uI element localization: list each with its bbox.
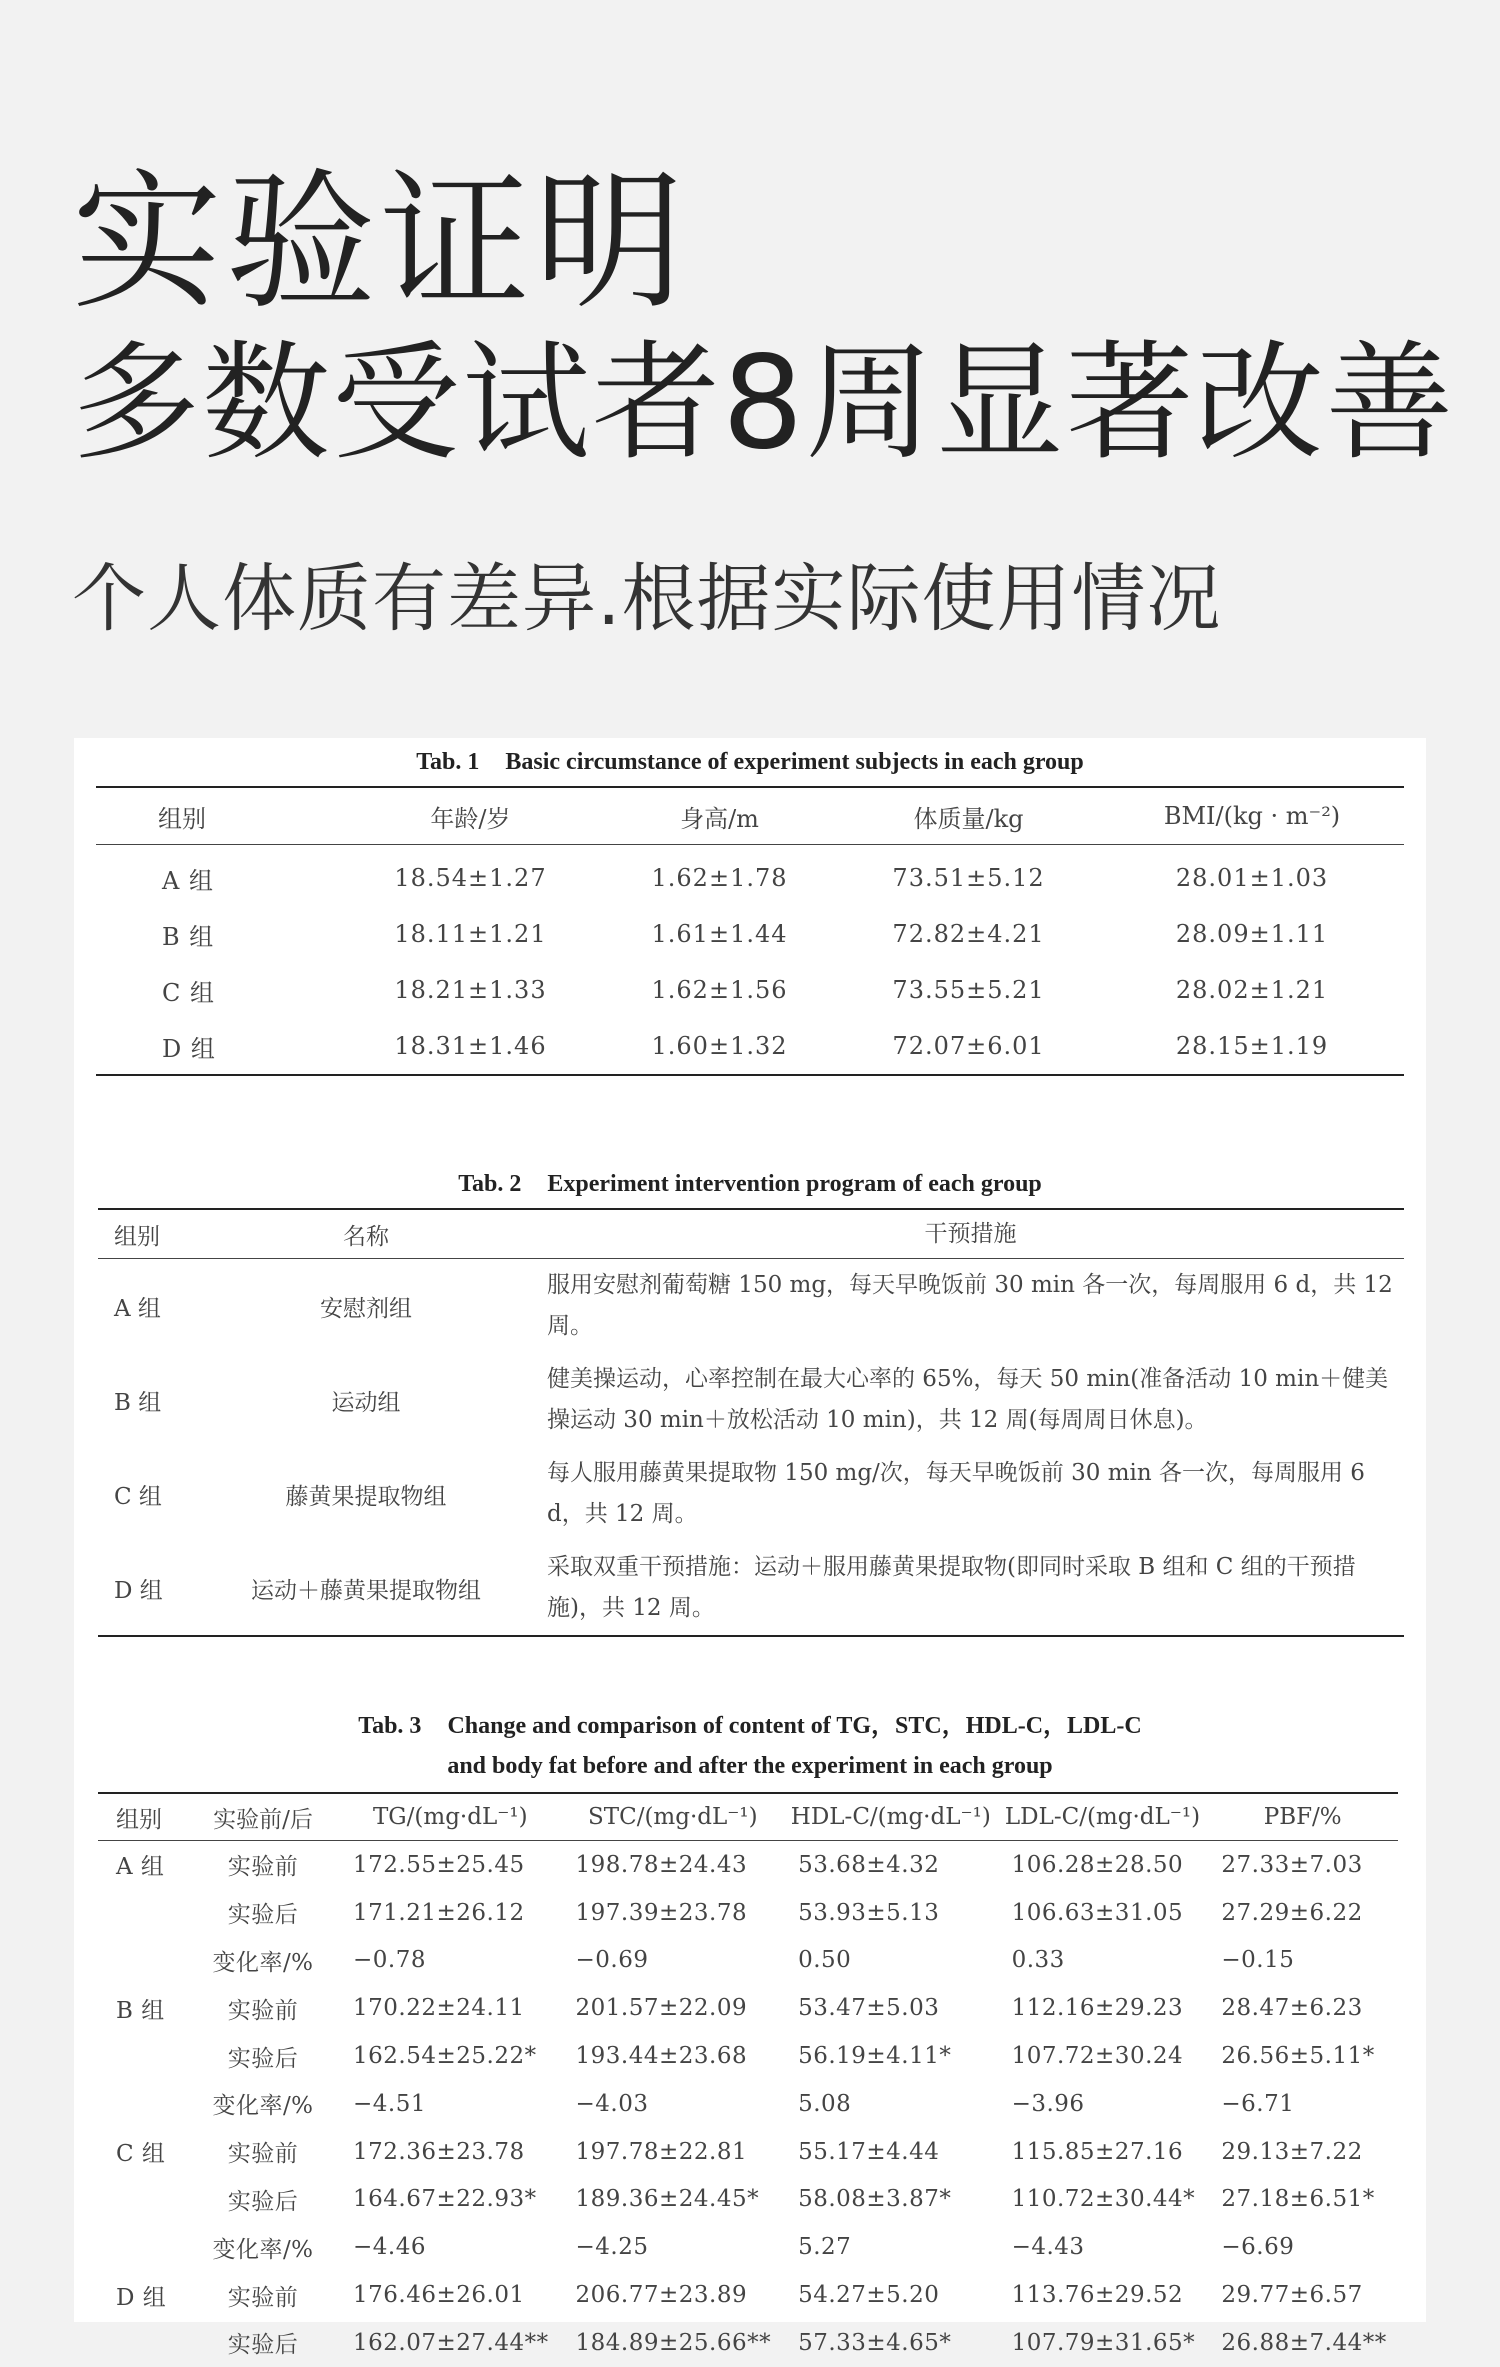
table-cell: 184.89±25.66** — [575, 2329, 772, 2356]
table-cell: 18.31±1.46 — [394, 1032, 547, 1060]
table-cell: 53.47±5.03 — [798, 1995, 940, 2022]
table3-number: Tab. 3 — [358, 1713, 422, 1739]
col-header: PBF/% — [1263, 1804, 1342, 1830]
table-cell: 28.02±1.21 — [1175, 976, 1329, 1004]
group-cell — [98, 2080, 187, 2128]
table-header-row — [98, 1209, 1404, 1259]
table-cell: 54.27±5.20 — [798, 2282, 940, 2309]
table-cell: 5.08 — [798, 2090, 852, 2117]
table-cell: −0.78 — [353, 1947, 426, 1974]
table-cell: 18.54±1.27 — [394, 864, 547, 892]
table-cell: 安慰剂组 — [320, 1295, 412, 1322]
table-cell: −3.96 — [1011, 2090, 1085, 2117]
table-cell: 106.28±28.50 — [1011, 1851, 1184, 1878]
table-intervention-program — [98, 1208, 1404, 1637]
table-cell: 106.63±31.05 — [1011, 1899, 1184, 1926]
table-cell: 28.09±1.11 — [1175, 920, 1329, 948]
table-cell: 162.54±25.22* — [353, 2043, 537, 2070]
table3-title-line1: Change and comparison of content of TG，STC，HDL-C，LDL-C — [447, 1713, 1142, 1739]
group-cell: D 组 — [114, 1577, 163, 1604]
table-cell: 28.01±1.03 — [1175, 864, 1329, 892]
table-row — [98, 1984, 1398, 2032]
table-row — [98, 2271, 1398, 2319]
phase-cell: 变化率/% — [212, 2093, 314, 2120]
group-cell — [98, 2032, 187, 2080]
table-cell: 28.47±6.23 — [1221, 1995, 1363, 2022]
table-cell: 115.85±27.16 — [1011, 2138, 1184, 2165]
table-cell: 运动＋藤黄果提取物组 — [251, 1577, 481, 1604]
col-header: HDL-C/(mg·dL⁻¹) — [790, 1804, 991, 1830]
table-cell: 110.72±30.44* — [1011, 2186, 1196, 2213]
group-cell: C 组 — [162, 978, 215, 1007]
group-cell: C 组 — [114, 1483, 162, 1510]
group-cell: C 组 — [116, 2141, 166, 2168]
table-row — [98, 2223, 1398, 2271]
col-header: TG/(mg·dL⁻¹) — [372, 1804, 528, 1830]
study-document — [74, 738, 1426, 2359]
phase-cell: 实验后 — [227, 1902, 299, 1929]
table-cell: 170.22±24.11 — [353, 1995, 525, 2022]
col-header: STC/(mg·dL⁻¹) — [588, 1804, 758, 1830]
table-cell: 113.76±29.52 — [1011, 2282, 1184, 2309]
table-cell: −4.25 — [575, 2234, 649, 2261]
phase-cell: 实验前 — [227, 2141, 299, 2168]
table-cell: 201.57±22.09 — [575, 1995, 748, 2022]
phase-cell: 变化率/% — [212, 1949, 314, 1976]
table-cell: 27.29±6.22 — [1221, 1899, 1363, 1926]
table-cell: 1.62±1.78 — [651, 864, 788, 892]
table-cell: 172.55±25.45 — [353, 1851, 525, 1878]
table1-title: Basic circumstance of experiment subjects in each group — [505, 749, 1084, 775]
table-cell: 189.36±24.45* — [575, 2186, 760, 2213]
table-cell: 藤黄果提取物组 — [285, 1483, 447, 1510]
col-header: 组别 — [116, 1806, 162, 1833]
table-row — [96, 962, 1404, 1018]
col-header: BMI/(kg · m⁻²) — [1163, 802, 1341, 830]
table-cell: 53.68±4.32 — [798, 1851, 940, 1878]
page-headline: 多数受试者8周显著改善 — [72, 329, 1456, 478]
table-cell: 健美操运动，心率控制在最大心率的 65%，每天 50 min(准备活动 10 min＋健美操运动 30 min＋放松活动 10 min)，共 12 周(每周周日休息)。 — [547, 1366, 1389, 1433]
col-header: 体质量/kg — [913, 804, 1024, 833]
table-cell: 107.72±30.24 — [1011, 2043, 1184, 2070]
table-cell: 1.60±1.32 — [651, 1032, 788, 1060]
group-cell: A 组 — [162, 866, 214, 895]
group-cell — [98, 2176, 187, 2224]
phase-cell: 实验后 — [227, 2332, 299, 2359]
table-cell: 172.36±23.78 — [353, 2138, 525, 2165]
table-cell: −0.15 — [1221, 1947, 1295, 1974]
table-cell: −4.43 — [1011, 2234, 1085, 2261]
table-row — [98, 1259, 1404, 1354]
phase-cell: 实验后 — [227, 2045, 299, 2072]
table-row — [98, 2128, 1398, 2176]
table-cell: −6.71 — [1221, 2090, 1295, 2117]
col-header: 名称 — [343, 1223, 389, 1250]
table-row — [96, 845, 1404, 907]
table-cell: 5.27 — [798, 2234, 852, 2261]
table-cell: −4.51 — [353, 2090, 426, 2117]
group-cell — [98, 1937, 187, 1985]
table-row — [98, 1937, 1398, 1985]
col-header: 组别 — [158, 804, 206, 833]
table-cell: 26.88±7.44** — [1221, 2329, 1387, 2356]
table-cell: 采取双重干预措施：运动＋服用藤黄果提取物(即同时采取 B 组和 C 组的干预措施)，共 12 周。 — [547, 1554, 1356, 1621]
table-cell: 72.82±4.21 — [892, 920, 1045, 948]
col-header: 组别 — [114, 1223, 160, 1250]
table-cell: 服用安慰剂葡萄糖 150 mg，每天早晚饭前 30 min 各一次，每周服用 6 d，共 12 周。 — [547, 1272, 1393, 1339]
table-row — [98, 2032, 1398, 2080]
table-cell: 28.15±1.19 — [1175, 1032, 1329, 1060]
table-cell: 运动组 — [331, 1389, 401, 1416]
table-cell: 0.50 — [798, 1947, 852, 1974]
page-title: 实验证明 — [72, 156, 689, 330]
phase-cell: 实验前 — [227, 2284, 299, 2311]
table-cell: 198.78±24.43 — [575, 1851, 748, 1878]
table-header-row — [98, 1793, 1398, 1841]
table-cell: 73.51±5.12 — [892, 864, 1045, 892]
group-cell: D 组 — [162, 1034, 216, 1063]
col-header: 年龄/岁 — [430, 804, 511, 833]
table-row — [98, 1889, 1398, 1937]
table-cell: 26.56±5.11* — [1221, 2043, 1375, 2070]
table-cell: 27.18±6.51* — [1221, 2186, 1375, 2213]
table-cell: 27.33±7.03 — [1221, 1851, 1363, 1878]
table-cell: −4.03 — [575, 2090, 649, 2117]
table-cell: −0.69 — [575, 1947, 649, 1974]
group-cell — [98, 1889, 187, 1937]
table2-number: Tab. 2 — [458, 1171, 522, 1197]
phase-cell: 实验前 — [227, 1997, 299, 2024]
group-cell: B 组 — [116, 1997, 165, 2024]
table-cell: 29.77±6.57 — [1221, 2282, 1363, 2309]
table-cell: 53.93±5.13 — [798, 1899, 940, 1926]
table-cell: 197.39±23.78 — [575, 1899, 748, 1926]
table-row — [98, 1447, 1404, 1541]
table-cell: 171.21±26.12 — [353, 1899, 525, 1926]
phase-cell: 变化率/% — [212, 2236, 314, 2263]
table-cell: −4.46 — [353, 2234, 426, 2261]
col-header: LDL-C/(mg·dL⁻¹) — [1004, 1804, 1201, 1830]
table-cell: 176.46±26.01 — [353, 2282, 525, 2309]
table-row — [98, 1353, 1404, 1447]
table-cell: 72.07±6.01 — [892, 1032, 1045, 1060]
group-cell: A 组 — [114, 1295, 161, 1322]
table-cell: 193.44±23.68 — [575, 2043, 748, 2070]
table-row — [98, 1841, 1398, 1889]
table-cell: 162.07±27.44** — [353, 2329, 549, 2356]
table-lipid-comparison — [98, 1792, 1398, 2367]
table-row — [98, 1541, 1404, 1636]
col-header: 实验前/后 — [213, 1806, 313, 1833]
col-header: 干预措施 — [924, 1220, 1017, 1247]
phase-cell: 实验前 — [227, 1854, 299, 1881]
table-cell: 56.19±4.11* — [798, 2043, 952, 2070]
table3-caption — [74, 1706, 1426, 1786]
table3-title-line2: and body fat before and after the experiment in each group — [447, 1753, 1053, 1779]
table-cell: 0.33 — [1011, 1947, 1065, 1974]
table2-title: Experiment intervention program of each group — [547, 1171, 1042, 1197]
table-cell: 1.62±1.56 — [651, 976, 788, 1004]
table-cell: 18.11±1.21 — [394, 920, 547, 948]
group-cell: B 组 — [114, 1389, 162, 1416]
table-cell: 112.16±29.23 — [1011, 1995, 1184, 2022]
table-cell: 18.21±1.33 — [394, 976, 547, 1004]
table-cell: 55.17±4.44 — [798, 2138, 940, 2165]
table2-caption — [74, 1164, 1426, 1204]
table-row — [98, 2080, 1398, 2128]
table3-body — [98, 1841, 1398, 2367]
group-cell: D 组 — [116, 2284, 167, 2311]
table-cell: −6.69 — [1221, 2234, 1295, 2261]
page-subtitle: 个人体质有差异.根据实际使用情况 — [72, 556, 1222, 642]
table-cell: 107.79±31.65* — [1011, 2329, 1196, 2356]
table-cell: 164.67±22.93* — [353, 2186, 537, 2213]
table-cell: 每人服用藤黄果提取物 150 mg/次，每天早晚饭前 30 min 各一次，每周服用 6 d，共 12 周。 — [547, 1460, 1365, 1527]
table-row — [96, 1018, 1404, 1075]
group-cell — [98, 2223, 187, 2271]
table-subject-basics — [96, 786, 1404, 1076]
table1-number: Tab. 1 — [416, 749, 480, 775]
phase-cell: 实验后 — [227, 2188, 299, 2215]
table-cell: 1.61±1.44 — [651, 920, 788, 948]
table-header-row — [96, 787, 1404, 845]
table-row — [98, 2319, 1398, 2367]
col-header: 身高/m — [680, 804, 759, 833]
table-cell: 73.55±5.21 — [892, 976, 1045, 1004]
table-row — [98, 2176, 1398, 2224]
group-cell: B 组 — [162, 922, 215, 951]
table1-caption — [74, 742, 1426, 782]
table-cell: 206.77±23.89 — [575, 2282, 748, 2309]
table-cell: 29.13±7.22 — [1221, 2138, 1363, 2165]
table-row — [96, 906, 1404, 962]
table-cell: 58.08±3.87* — [798, 2186, 952, 2213]
table-cell: 197.78±22.81 — [575, 2138, 748, 2165]
group-cell — [98, 2319, 187, 2367]
group-cell: A 组 — [116, 1854, 165, 1881]
table-cell: 57.33±4.65* — [798, 2329, 952, 2356]
